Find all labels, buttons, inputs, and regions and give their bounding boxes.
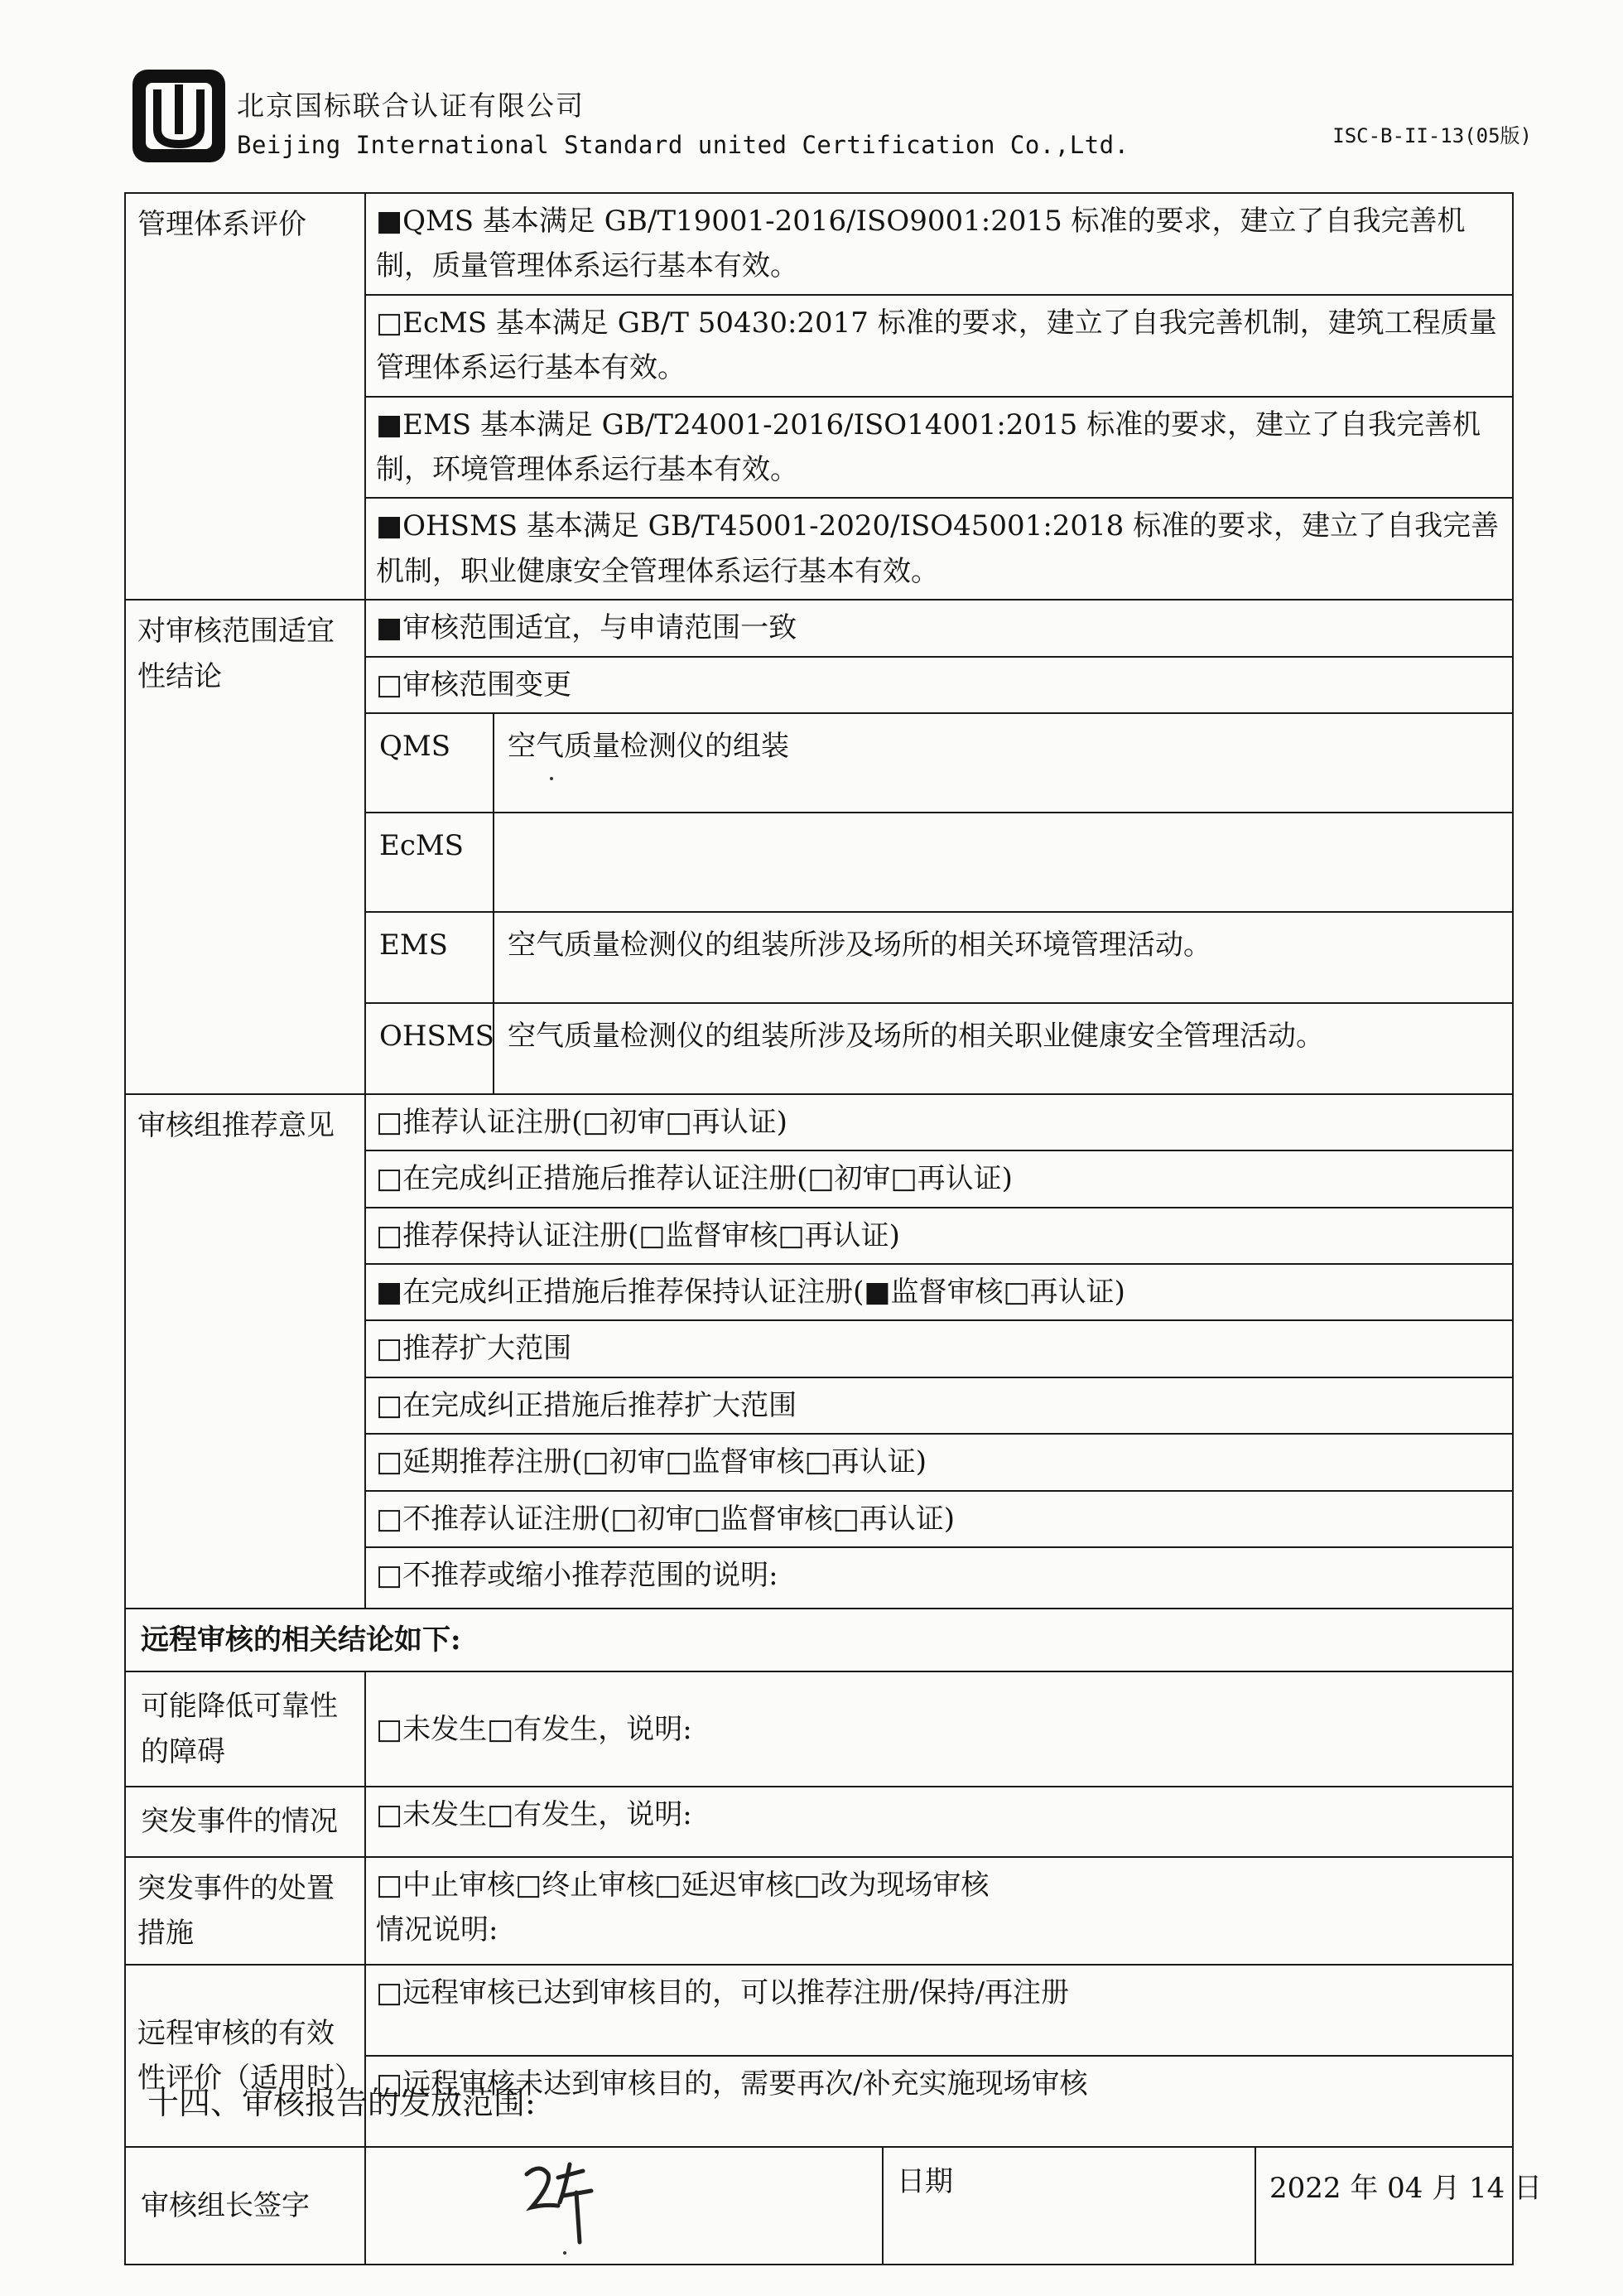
management-eval-label: 管理体系评价 [125, 193, 365, 600]
company-name-en: Beijing International Standard united Certification Co.,Ltd. [237, 131, 1129, 159]
scope-conclusion-label: 对审核范围适宜性结论 [125, 600, 365, 1094]
section-14-heading: 十四、审核报告的发放范围: [147, 2085, 536, 2121]
recommendation-option: □不推荐或缩小推荐范围的说明: [365, 1547, 1513, 1609]
recommendation-row [125, 1094, 1513, 1150]
eval-item-ecms: □EcMS 基本满足 GB/T 50430:2017 标准的要求，建立了自我完善机制，建筑工程质量管理体系运行基本有效。 [365, 295, 1513, 397]
obstacles-label: 可能降低可靠性的障碍 [125, 1671, 365, 1787]
company-logo-icon [128, 65, 230, 167]
obstacles-value: □未发生□有发生，说明: [365, 1671, 1513, 1787]
scope-option-suitable: ■审核范围适宜，与申请范围一致 [365, 600, 1513, 656]
measures-label: 突发事件的处置措施 [125, 1857, 365, 1966]
remote-audit-heading: 远程审核的相关结论如下: [125, 1609, 1513, 1671]
signature-cell [365, 2147, 883, 2265]
date-value: 2022 年 04 月 14 日 [1255, 2147, 1513, 2265]
management-eval-row [125, 193, 1513, 295]
eval-item-ohsms: ■OHSMS 基本满足 GB/T45001-2020/ISO45001:2018 标准的要求，建立了自我完善机制，职业健康安全管理体系运行基本有效。 [365, 498, 1513, 600]
recommendation-option: □在完成纠正措施后推荐扩大范围 [365, 1377, 1513, 1434]
scan-speck [563, 2251, 566, 2255]
system-scope: 空气质量检测仪的组装所涉及场所的相关职业健康安全管理活动。 [494, 1003, 1513, 1094]
recommendation-option: □推荐认证注册(□初审□再认证) [365, 1094, 1513, 1150]
company-name-cn: 北京国标联合认证有限公司 [237, 89, 585, 122]
system-code: QMS [365, 713, 494, 813]
incidents-label: 突发事件的情况 [125, 1787, 365, 1856]
date-label: 日期 [883, 2147, 1255, 2265]
eval-item-ems: ■EMS 基本满足 GB/T24001-2016/ISO14001:2015 标准的要求，建立了自我完善机制，环境管理体系运行基本有效。 [365, 397, 1513, 499]
audit-conclusion-table [124, 192, 1543, 2265]
recommendation-option: □延期推荐注册(□初审□监督审核□再认证) [365, 1434, 1513, 1490]
system-scope: 空气质量检测仪的组装所涉及场所的相关环境管理活动。 [494, 912, 1513, 1003]
effectiveness-label: 远程审核的有效性评价（适用时） [125, 1965, 365, 2147]
handwritten-signature-icon [515, 2156, 614, 2247]
scope-conclusion-row [125, 600, 1513, 656]
system-scope: 空气质量检测仪的组装 [494, 713, 1513, 813]
eval-item-qms: ■QMS 基本满足 GB/T19001-2016/ISO9001:2015 标准的要求，建立了自我完善机制，质量管理体系运行基本有效。 [365, 193, 1513, 295]
recommendation-option: □推荐扩大范围 [365, 1320, 1513, 1377]
incidents-value: □未发生□有发生，说明: [365, 1787, 1513, 1856]
recommendation-label: 审核组推荐意见 [125, 1094, 365, 1609]
system-code: EMS [365, 912, 494, 1003]
signature-label: 审核组长签字 [125, 2147, 365, 2265]
system-scope [494, 813, 1513, 912]
measures-note: 情况说明: [376, 1913, 498, 1946]
effectiveness-option: □远程审核未达到审核目的，需要再次/补充实施现场审核 [365, 2056, 1513, 2147]
recommendation-option: □推荐保持认证注册(□监督审核□再认证) [365, 1208, 1513, 1264]
recommendation-option: ■在完成纠正措施后推荐保持认证注册(■监督审核□再认证) [365, 1264, 1513, 1320]
system-code: EcMS [365, 813, 494, 912]
recommendation-option: □不推荐认证注册(□初审□监督审核□再认证) [365, 1491, 1513, 1547]
recommendation-option: □在完成纠正措施后推荐认证注册(□初审□再认证) [365, 1150, 1513, 1207]
measures-options: □中止审核□终止审核□延迟审核□改为现场审核 [376, 1868, 990, 1902]
document-code: ISC-B-II-13(05版) [1332, 124, 1532, 147]
system-code: OHSMS [365, 1003, 494, 1094]
document-header [124, 60, 1532, 167]
scope-option-changed: □审核范围变更 [365, 657, 1513, 713]
scan-speck [550, 777, 553, 780]
effectiveness-option: □远程审核已达到审核目的，可以推荐注册/保持/再注册 [365, 1965, 1513, 2056]
